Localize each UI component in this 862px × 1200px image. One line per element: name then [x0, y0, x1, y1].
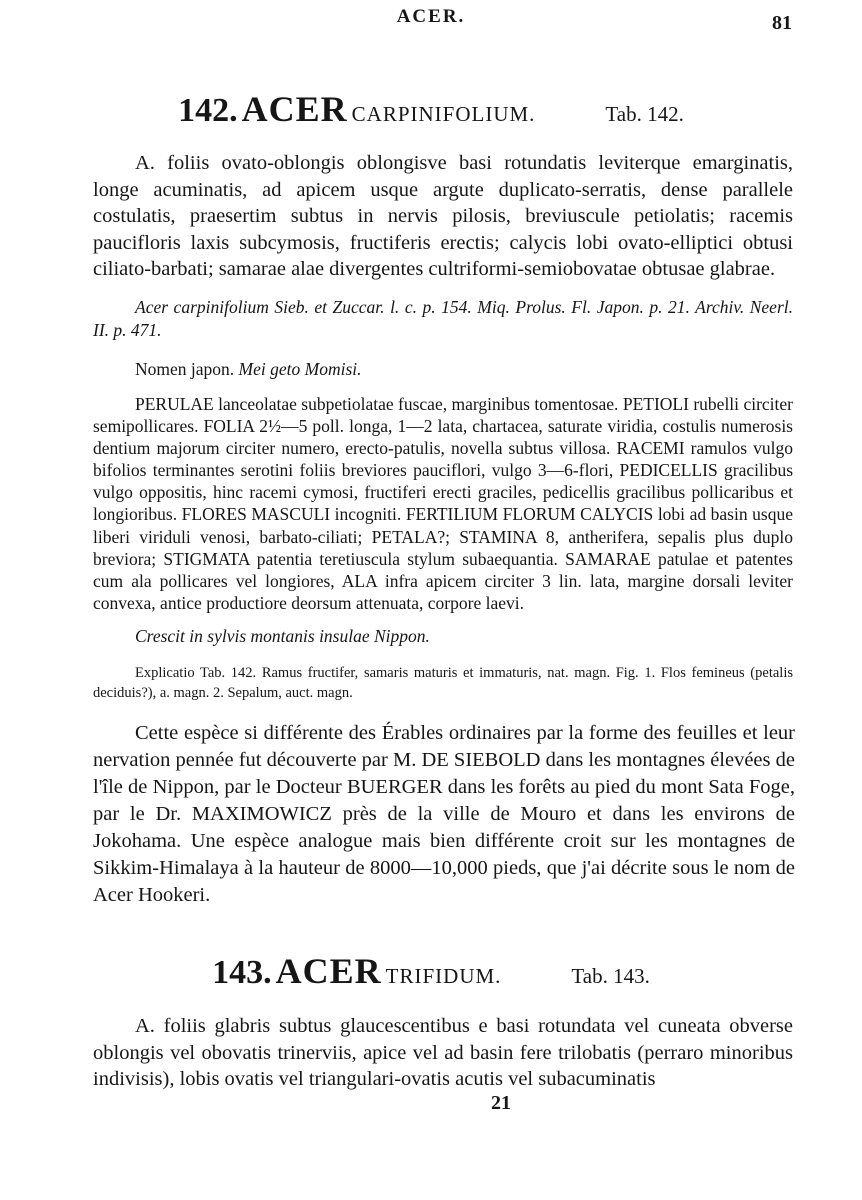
latin-diagnosis: A. foliis glabris subtus glaucescentibus e basi rotundata vel cuneata obverse oblongis vel obovatis trinerviis, apice vel ad basin fere trilobatis (perraro minoribus indivisis), lobis ovatis vel triangulari-ovatis acutis vel subacuminatis	[93, 1015, 793, 1090]
morphological-description: PERULAE lanceolatae subpetiolatae fuscae, marginibus tomentosae. PETIOLI rubelli circiter semipollicares. FOLIA 2½—5 poll. longa, 1—2 lata, chartacea, saturate viridia, costulis numerosis dentium majorum circiter numero, erecto-patulis, novella subtus villosa. RACEMI ramulos vulgo bifolios terminantes serotini foliis breviores pauciflori, vulgo 3—6-flori, PEDICELLIS gracilibus vulgo oppositis, hinc racemi cymosi, fructiferi erecti graciles, pedicellis gracilibus pollicaribus et longioribus. FLORES MASCULI incogniti. FERTILIUM FLORUM CALYCIS lobi ad basin usque liberi viriduli venosi, barbato-ciliati; PETALA?; STAMINA 8, antherifera, sepalis plus duplo breviora; STIGMATA patentia teretiuscula stylum subaequantia. SAMARAE patulae et patentes cum ala pollicares vel longiores, ALA infra apicem circiter 3 lin. lata, margine dorsali leviter convexa, antice productiore deorsum attenuata, corpore laevi.	[93, 394, 793, 613]
french-commentary: Cette espèce si différente des Érables ordinaires par la forme des feuilles et leur nervation pennée fut découverte par M. DE SIEBOLD dans les montagnes élevées de l'île de Nippon, par le Docteur BUERGER dans les forêts au pied du mont Sata Foge, par le Dr. MAXIMOWICZ près de la ville de Mouro et dans les environs de Jokohama. Une espèce analogue mais bien différente croit sur les montagnes de Sikkim-Himalaya à la hauteur de 8000—10,000 pieds, que j'ai décrite sous le nom de Acer Hookeri.	[93, 722, 795, 906]
page-number: 81	[772, 12, 792, 34]
plate-reference: Tab. 143.	[571, 964, 650, 988]
plate-explanation: Explicatio Tab. 142. Ramus fructifer, samaris maturis et immaturis, nat. magn. Fig. 1. Flos femineus (petalis deciduis?), a. magn. 2. Sepalum, auct. magn.	[93, 665, 793, 701]
synonymy: Acer carpinifolium Sieb. et Zuccar. l. c. p. 154. Miq. Prolus. Fl. Japon. p. 21. Archiv. Neerl. II. p. 471.	[93, 297, 793, 340]
species-epithet: CARPINIFOLIUM.	[351, 102, 536, 126]
japanese-name	[93, 358, 793, 381]
species-heading-143	[0, 950, 862, 992]
plate-reference: Tab. 142.	[605, 102, 684, 126]
nomen-prefix: Nomen japon.	[135, 359, 235, 379]
signature-number: 21	[491, 1092, 511, 1114]
running-title: ACER.	[396, 6, 466, 27]
species-number: 143.	[212, 954, 272, 991]
species-epithet: TRIFIDUM.	[385, 964, 502, 988]
species-number: 142.	[178, 92, 238, 129]
nomen-name: Mei geto Momisi.	[238, 359, 362, 379]
genus-name: ACER	[275, 951, 382, 991]
latin-diagnosis: A. foliis ovato-oblongis oblongisve basi rotundatis leviterque emarginatis, longe acuminatis, ad apicem usque argute duplicato-serratis, dense parallele costulatis, praesertim subtus in nervis pilosis, breviuscule petiolatis; racemis paucifloris laxis subcymosis, fructiferis erectis; calycis lobi ovato-elliptici obtusi ciliato-barbati; samarae alae divergentes cultriformi-semiobovatae obtusae glabrae.	[93, 152, 793, 280]
habitat-note: Crescit in sylvis montanis insulae Nippon.	[135, 626, 430, 646]
species-heading-142	[0, 88, 862, 130]
genus-name: ACER	[241, 89, 348, 129]
